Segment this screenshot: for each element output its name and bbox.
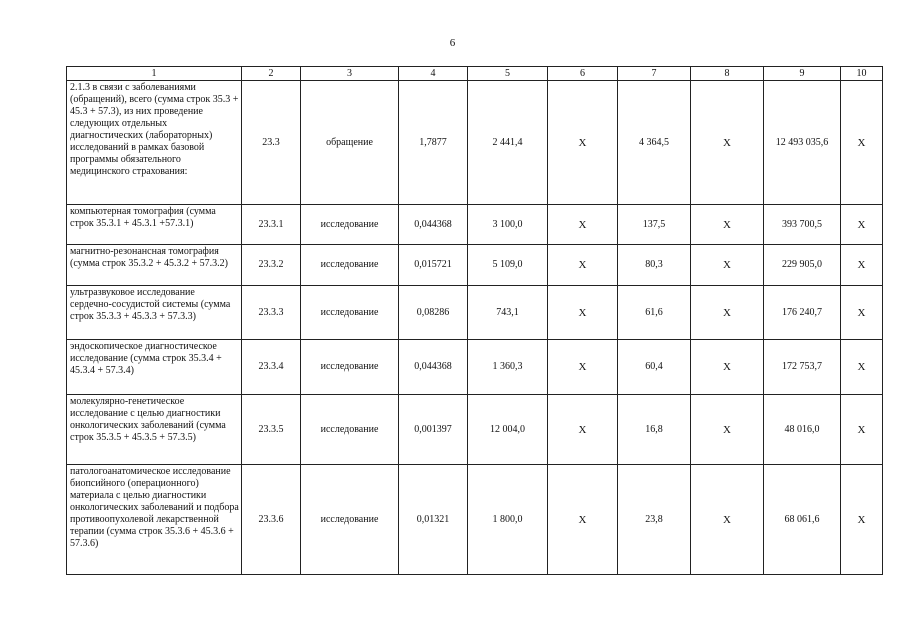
row-description: молекулярно-генетическое исследование с целью диагностики онкологических заболеваний (сумма строк 35.3.5 + 45.3.5 + 57.3.5) xyxy=(67,395,242,465)
row-value: X xyxy=(841,205,883,245)
row-value: X xyxy=(841,245,883,286)
column-header: 10 xyxy=(841,67,883,81)
row-value: 1,7877 xyxy=(399,81,468,205)
row-code: 23.3.5 xyxy=(242,395,301,465)
row-value: 0,08286 xyxy=(399,286,468,340)
row-code: 23.3.2 xyxy=(242,245,301,286)
row-description: эндоскопическое диагностическое исследование (сумма строк 35.3.4 + 45.3.4 + 57.3.4) xyxy=(67,340,242,395)
row-value: X xyxy=(691,340,764,395)
table-row xyxy=(67,465,883,575)
row-description: магнитно-резонансная томография (сумма строк 35.3.2 + 45.3.2 + 57.3.2) xyxy=(67,245,242,286)
row-value: 2 441,4 xyxy=(468,81,548,205)
row-value: 229 905,0 xyxy=(764,245,841,286)
row-unit: обращение xyxy=(301,81,399,205)
column-header: 7 xyxy=(618,67,691,81)
table-row xyxy=(67,286,883,340)
row-value: 12 493 035,6 xyxy=(764,81,841,205)
row-value: 0,015721 xyxy=(399,245,468,286)
row-value: 0,044368 xyxy=(399,340,468,395)
row-value: X xyxy=(841,81,883,205)
row-code: 23.3.6 xyxy=(242,465,301,575)
row-value: X xyxy=(548,465,618,575)
row-value: X xyxy=(841,340,883,395)
row-unit: исследование xyxy=(301,245,399,286)
data-table xyxy=(66,66,883,575)
column-header: 1 xyxy=(67,67,242,81)
row-description: ультразвуковое исследование сердечно-сосудистой системы (сумма строк 35.3.3 + 45.3.3 + 57.3.3) xyxy=(67,286,242,340)
row-value: X xyxy=(841,286,883,340)
row-unit: исследование xyxy=(301,465,399,575)
row-value: 0,01321 xyxy=(399,465,468,575)
row-value: X xyxy=(841,395,883,465)
row-value: X xyxy=(548,340,618,395)
row-value: 743,1 xyxy=(468,286,548,340)
column-header: 3 xyxy=(301,67,399,81)
row-unit: исследование xyxy=(301,395,399,465)
row-value: X xyxy=(691,81,764,205)
column-header: 4 xyxy=(399,67,468,81)
row-value: 137,5 xyxy=(618,205,691,245)
row-unit: исследование xyxy=(301,340,399,395)
row-value: 12 004,0 xyxy=(468,395,548,465)
row-value: 172 753,7 xyxy=(764,340,841,395)
row-code: 23.3.1 xyxy=(242,205,301,245)
row-value: 1 360,3 xyxy=(468,340,548,395)
row-code: 23.3.3 xyxy=(242,286,301,340)
row-value: X xyxy=(548,205,618,245)
row-value: 80,3 xyxy=(618,245,691,286)
row-description: 2.1.3 в связи с заболеваниями (обращений), всего (сумма строк 35.3 + 45.3 + 57.3), из них проведение следующих отдельных диагностических (лабораторных) исследований в рамках базовой программы обязательного медицинского страхования: xyxy=(67,81,242,205)
row-value: 16,8 xyxy=(618,395,691,465)
row-value: 4 364,5 xyxy=(618,81,691,205)
row-code: 23.3.4 xyxy=(242,340,301,395)
row-value: X xyxy=(548,395,618,465)
row-value: 176 240,7 xyxy=(764,286,841,340)
row-description: компьютерная томография (сумма строк 35.3.1 + 45.3.1 +57.3.1) xyxy=(67,205,242,245)
row-value: 0,001397 xyxy=(399,395,468,465)
row-value: 393 700,5 xyxy=(764,205,841,245)
row-value: 3 100,0 xyxy=(468,205,548,245)
row-value: X xyxy=(548,81,618,205)
page-number: 6 xyxy=(449,37,456,49)
row-description: патологоанатомическое исследование биопсийного (операционного) материала с целью диагностики онкологических заболеваний и подбора противоопухолевой лекарственной терапии (сумма строк 35.3.6 + 45.3.6 + 57.3.6) xyxy=(67,465,242,575)
row-value: X xyxy=(841,465,883,575)
column-header: 5 xyxy=(468,67,548,81)
table-row xyxy=(67,81,883,205)
row-unit: исследование xyxy=(301,286,399,340)
column-header: 2 xyxy=(242,67,301,81)
row-value: X xyxy=(691,395,764,465)
table-row xyxy=(67,395,883,465)
row-code: 23.3 xyxy=(242,81,301,205)
table-row xyxy=(67,205,883,245)
row-value: X xyxy=(548,286,618,340)
row-unit: исследование xyxy=(301,205,399,245)
row-value: 1 800,0 xyxy=(468,465,548,575)
row-value: X xyxy=(691,286,764,340)
column-header: 6 xyxy=(548,67,618,81)
table-row xyxy=(67,245,883,286)
row-value: X xyxy=(691,205,764,245)
row-value: X xyxy=(691,245,764,286)
row-value: 0,044368 xyxy=(399,205,468,245)
row-value: 23,8 xyxy=(618,465,691,575)
column-header: 8 xyxy=(691,67,764,81)
row-value: 61,6 xyxy=(618,286,691,340)
row-value: X xyxy=(691,465,764,575)
column-header: 9 xyxy=(764,67,841,81)
row-value: 5 109,0 xyxy=(468,245,548,286)
row-value: 68 061,6 xyxy=(764,465,841,575)
table-row xyxy=(67,340,883,395)
header-row xyxy=(67,67,883,81)
row-value: 60,4 xyxy=(618,340,691,395)
row-value: 48 016,0 xyxy=(764,395,841,465)
row-value: X xyxy=(548,245,618,286)
